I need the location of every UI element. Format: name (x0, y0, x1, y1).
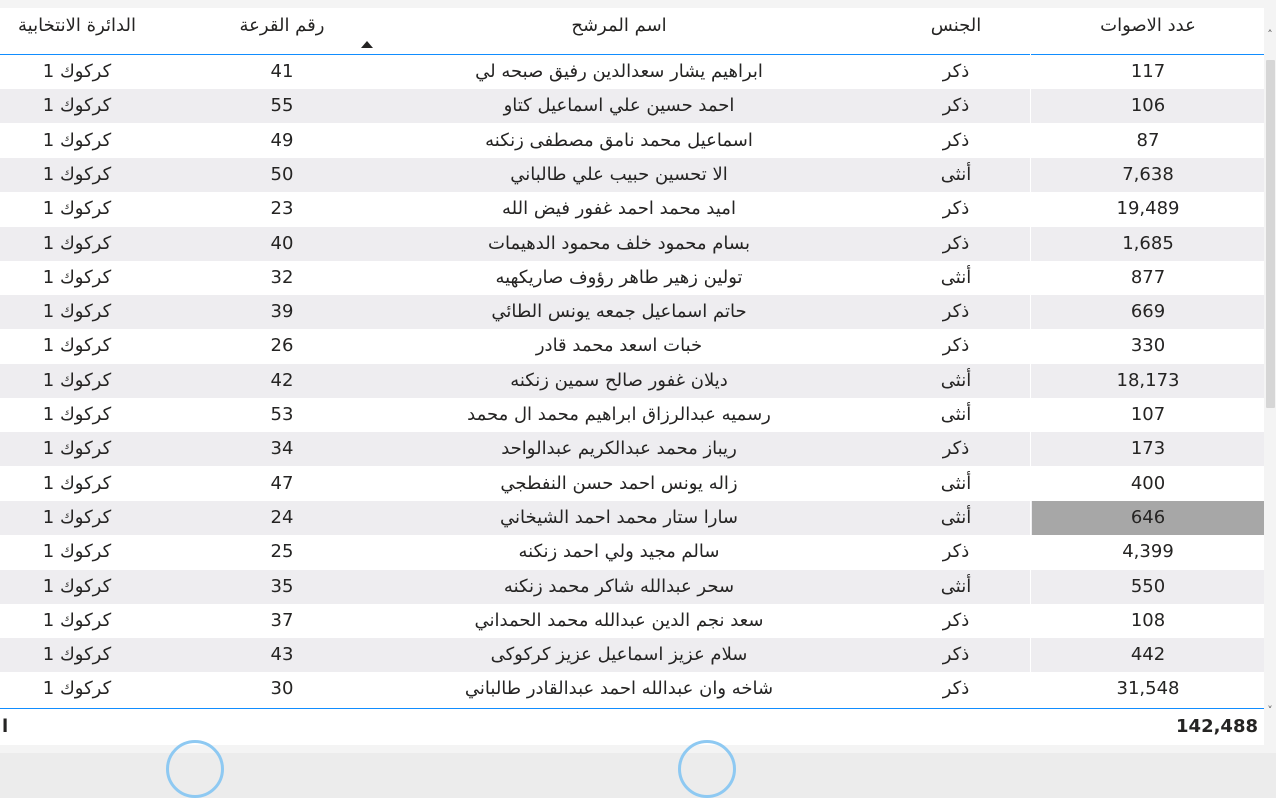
cell-district: كركوك 1 (42, 576, 112, 597)
cell-district: كركوك 1 (42, 95, 112, 116)
table-row[interactable] (0, 432, 1264, 467)
cell-gender: ذكر (942, 438, 970, 459)
cell-district: كركوك 1 (42, 541, 112, 562)
cell-lot: 53 (270, 404, 294, 425)
table-row[interactable] (0, 261, 1264, 296)
cell-votes: 550 (1130, 576, 1166, 597)
cell-gender: أنثى (940, 370, 972, 391)
cell-name: سحر عبدالله شاكر محمد زنكنه (503, 576, 735, 597)
cell-votes: 173 (1130, 438, 1166, 459)
cell-district: كركوك 1 (42, 610, 112, 631)
cell-name: ابراهيم يشار سعدالدين رفيق صبحه لي (475, 61, 763, 82)
cell-name: سالم مجيد ولي احمد زنكنه (518, 541, 720, 562)
cell-gender: ذكر (942, 644, 970, 665)
table-row[interactable] (0, 501, 1264, 536)
cell-votes: 442 (1130, 644, 1166, 665)
cell-district: كركوك 1 (42, 507, 112, 528)
cell-district: كركوك 1 (42, 644, 112, 665)
cell-votes: 19,489 (1116, 198, 1180, 219)
cell-lot: 30 (270, 678, 294, 699)
table-row[interactable] (0, 364, 1264, 399)
table-row[interactable] (0, 535, 1264, 570)
cell-name: اسماعيل محمد نامق مصطفى زنكنه (485, 130, 753, 151)
cell-district: كركوك 1 (42, 335, 112, 356)
cell-gender: ذكر (942, 95, 970, 116)
cell-votes: 108 (1130, 610, 1166, 631)
table-row[interactable] (0, 295, 1264, 330)
cell-votes: 1,685 (1122, 233, 1174, 254)
cell-name: تولين زهير طاهر رؤوف صاريكهيه (495, 267, 743, 288)
chart-fragment (166, 740, 224, 798)
cell-lot: 26 (270, 335, 294, 356)
cell-lot: 50 (270, 164, 294, 185)
candidates-table (0, 8, 1264, 708)
cell-gender: ذكر (942, 61, 970, 82)
table-row[interactable] (0, 638, 1264, 673)
column-header-name[interactable]: اسم المرشح (571, 15, 667, 36)
cell-lot: 35 (270, 576, 294, 597)
cell-gender: ذكر (942, 233, 970, 254)
cell-votes: 669 (1130, 301, 1166, 322)
cell-district: كركوك 1 (42, 267, 112, 288)
cell-gender: ذكر (942, 678, 970, 699)
chevron-down-icon[interactable]: ˅ (1267, 704, 1273, 717)
cell-name: سعد نجم الدين عبدالله محمد الحمداني (474, 610, 764, 631)
cell-district: كركوك 1 (42, 164, 112, 185)
table-row[interactable] (0, 329, 1264, 364)
cell-gender: ذكر (942, 541, 970, 562)
chart-fragment (678, 740, 736, 798)
cell-lot: 55 (270, 95, 294, 116)
cell-gender: ذكر (942, 130, 970, 151)
cell-name: زاله يونس احمد حسن النفطجي (500, 473, 738, 494)
table-row[interactable] (0, 55, 1264, 90)
cell-votes: 7,638 (1122, 164, 1174, 185)
cell-name: اميد محمد احمد غفور فيض الله (502, 198, 736, 219)
table-row[interactable] (0, 398, 1264, 433)
column-header-district[interactable]: الدائرة الانتخابية (18, 15, 136, 36)
cell-name: الا تحسين حبيب علي طالباني (510, 164, 728, 185)
cell-district: كركوك 1 (42, 370, 112, 391)
cell-lot: 39 (270, 301, 294, 322)
column-header-lot[interactable]: رقم القرعة (239, 15, 325, 36)
cell-district: كركوك 1 (42, 130, 112, 151)
cell-gender: أنثى (940, 404, 972, 425)
cell-name: ديلان غفور صالح سمين زنكنه (510, 370, 728, 391)
cell-district: كركوك 1 (42, 404, 112, 425)
cell-district: كركوك 1 (42, 438, 112, 459)
cell-name: سلام عزيز اسماعيل عزيز كركوكى (490, 644, 748, 665)
cell-gender: أنثى (940, 507, 972, 528)
cell-votes: 106 (1130, 95, 1166, 116)
cell-gender: أنثى (940, 576, 972, 597)
cell-gender: ذكر (942, 610, 970, 631)
cell-district: كركوك 1 (42, 198, 112, 219)
cell-votes: 87 (1136, 130, 1160, 151)
table-row[interactable] (0, 467, 1264, 502)
cell-votes: 400 (1130, 473, 1166, 494)
table-row[interactable] (0, 570, 1264, 605)
total-label: ا (2, 716, 9, 737)
cell-lot: 47 (270, 473, 294, 494)
table-row[interactable] (0, 89, 1264, 124)
total-votes: 142,488 (1176, 716, 1258, 737)
cell-lot: 24 (270, 507, 294, 528)
cell-votes: 4,399 (1122, 541, 1174, 562)
table-row[interactable] (0, 124, 1264, 159)
cell-lot: 41 (270, 61, 294, 82)
cell-gender: ذكر (942, 198, 970, 219)
cell-lot: 49 (270, 130, 294, 151)
table-row[interactable] (0, 158, 1264, 193)
cell-district: كركوك 1 (42, 233, 112, 254)
table-row[interactable] (0, 192, 1264, 227)
cell-lot: 42 (270, 370, 294, 391)
cell-gender: أنثى (940, 164, 972, 185)
cell-name: رسميه عبدالرزاق ابراهيم محمد ال محمد (467, 404, 771, 425)
cell-votes: 107 (1130, 404, 1166, 425)
cell-district: كركوك 1 (42, 301, 112, 322)
cell-district: كركوك 1 (42, 678, 112, 699)
cell-name: ريباز محمد عبدالكريم عبدالواحد (501, 438, 737, 459)
table-header (0, 8, 1264, 55)
vertical-scrollbar[interactable] (1264, 8, 1276, 717)
table-row[interactable] (0, 227, 1264, 262)
cell-name: احمد حسين علي اسماعيل كتاو (503, 95, 735, 116)
cell-gender: ذكر (942, 335, 970, 356)
cell-lot: 23 (270, 198, 294, 219)
table-row[interactable] (0, 672, 1264, 707)
scroll-thumb[interactable] (1266, 60, 1275, 408)
cell-votes: 117 (1130, 61, 1166, 82)
column-header-votes[interactable]: عدد الاصوات (1100, 15, 1196, 36)
column-header-gender[interactable]: الجنس (930, 15, 982, 36)
cell-votes: 18,173 (1116, 370, 1180, 391)
cell-lot: 32 (270, 267, 294, 288)
cell-votes: 877 (1130, 267, 1166, 288)
cell-lot: 43 (270, 644, 294, 665)
cell-district: كركوك 1 (42, 61, 112, 82)
cell-lot: 40 (270, 233, 294, 254)
cell-name: سارا ستار محمد احمد الشيخاني (499, 507, 739, 528)
cell-name: بسام محمود خلف محمود الدهيمات (488, 233, 750, 254)
table-row[interactable] (0, 604, 1264, 639)
cell-votes: 330 (1130, 335, 1166, 356)
chevron-up-icon[interactable]: ˄ (1267, 28, 1273, 41)
cell-name: حاتم اسماعيل جمعه يونس الطائي (491, 301, 747, 322)
cell-votes: 31,548 (1116, 678, 1180, 699)
cell-gender: أنثى (940, 267, 972, 288)
cell-lot: 25 (270, 541, 294, 562)
cell-votes: 646 (1032, 501, 1264, 535)
cell-district: كركوك 1 (42, 473, 112, 494)
cell-lot: 34 (270, 438, 294, 459)
column-divider (1030, 54, 1031, 708)
cell-name: خبات اسعد محمد قادر (535, 335, 703, 356)
cell-gender: أنثى (940, 473, 972, 494)
cell-name: شاخه وان عبدالله احمد عبدالقادر طالباني (464, 678, 774, 699)
cell-gender: ذكر (942, 301, 970, 322)
cell-lot: 37 (270, 610, 294, 631)
